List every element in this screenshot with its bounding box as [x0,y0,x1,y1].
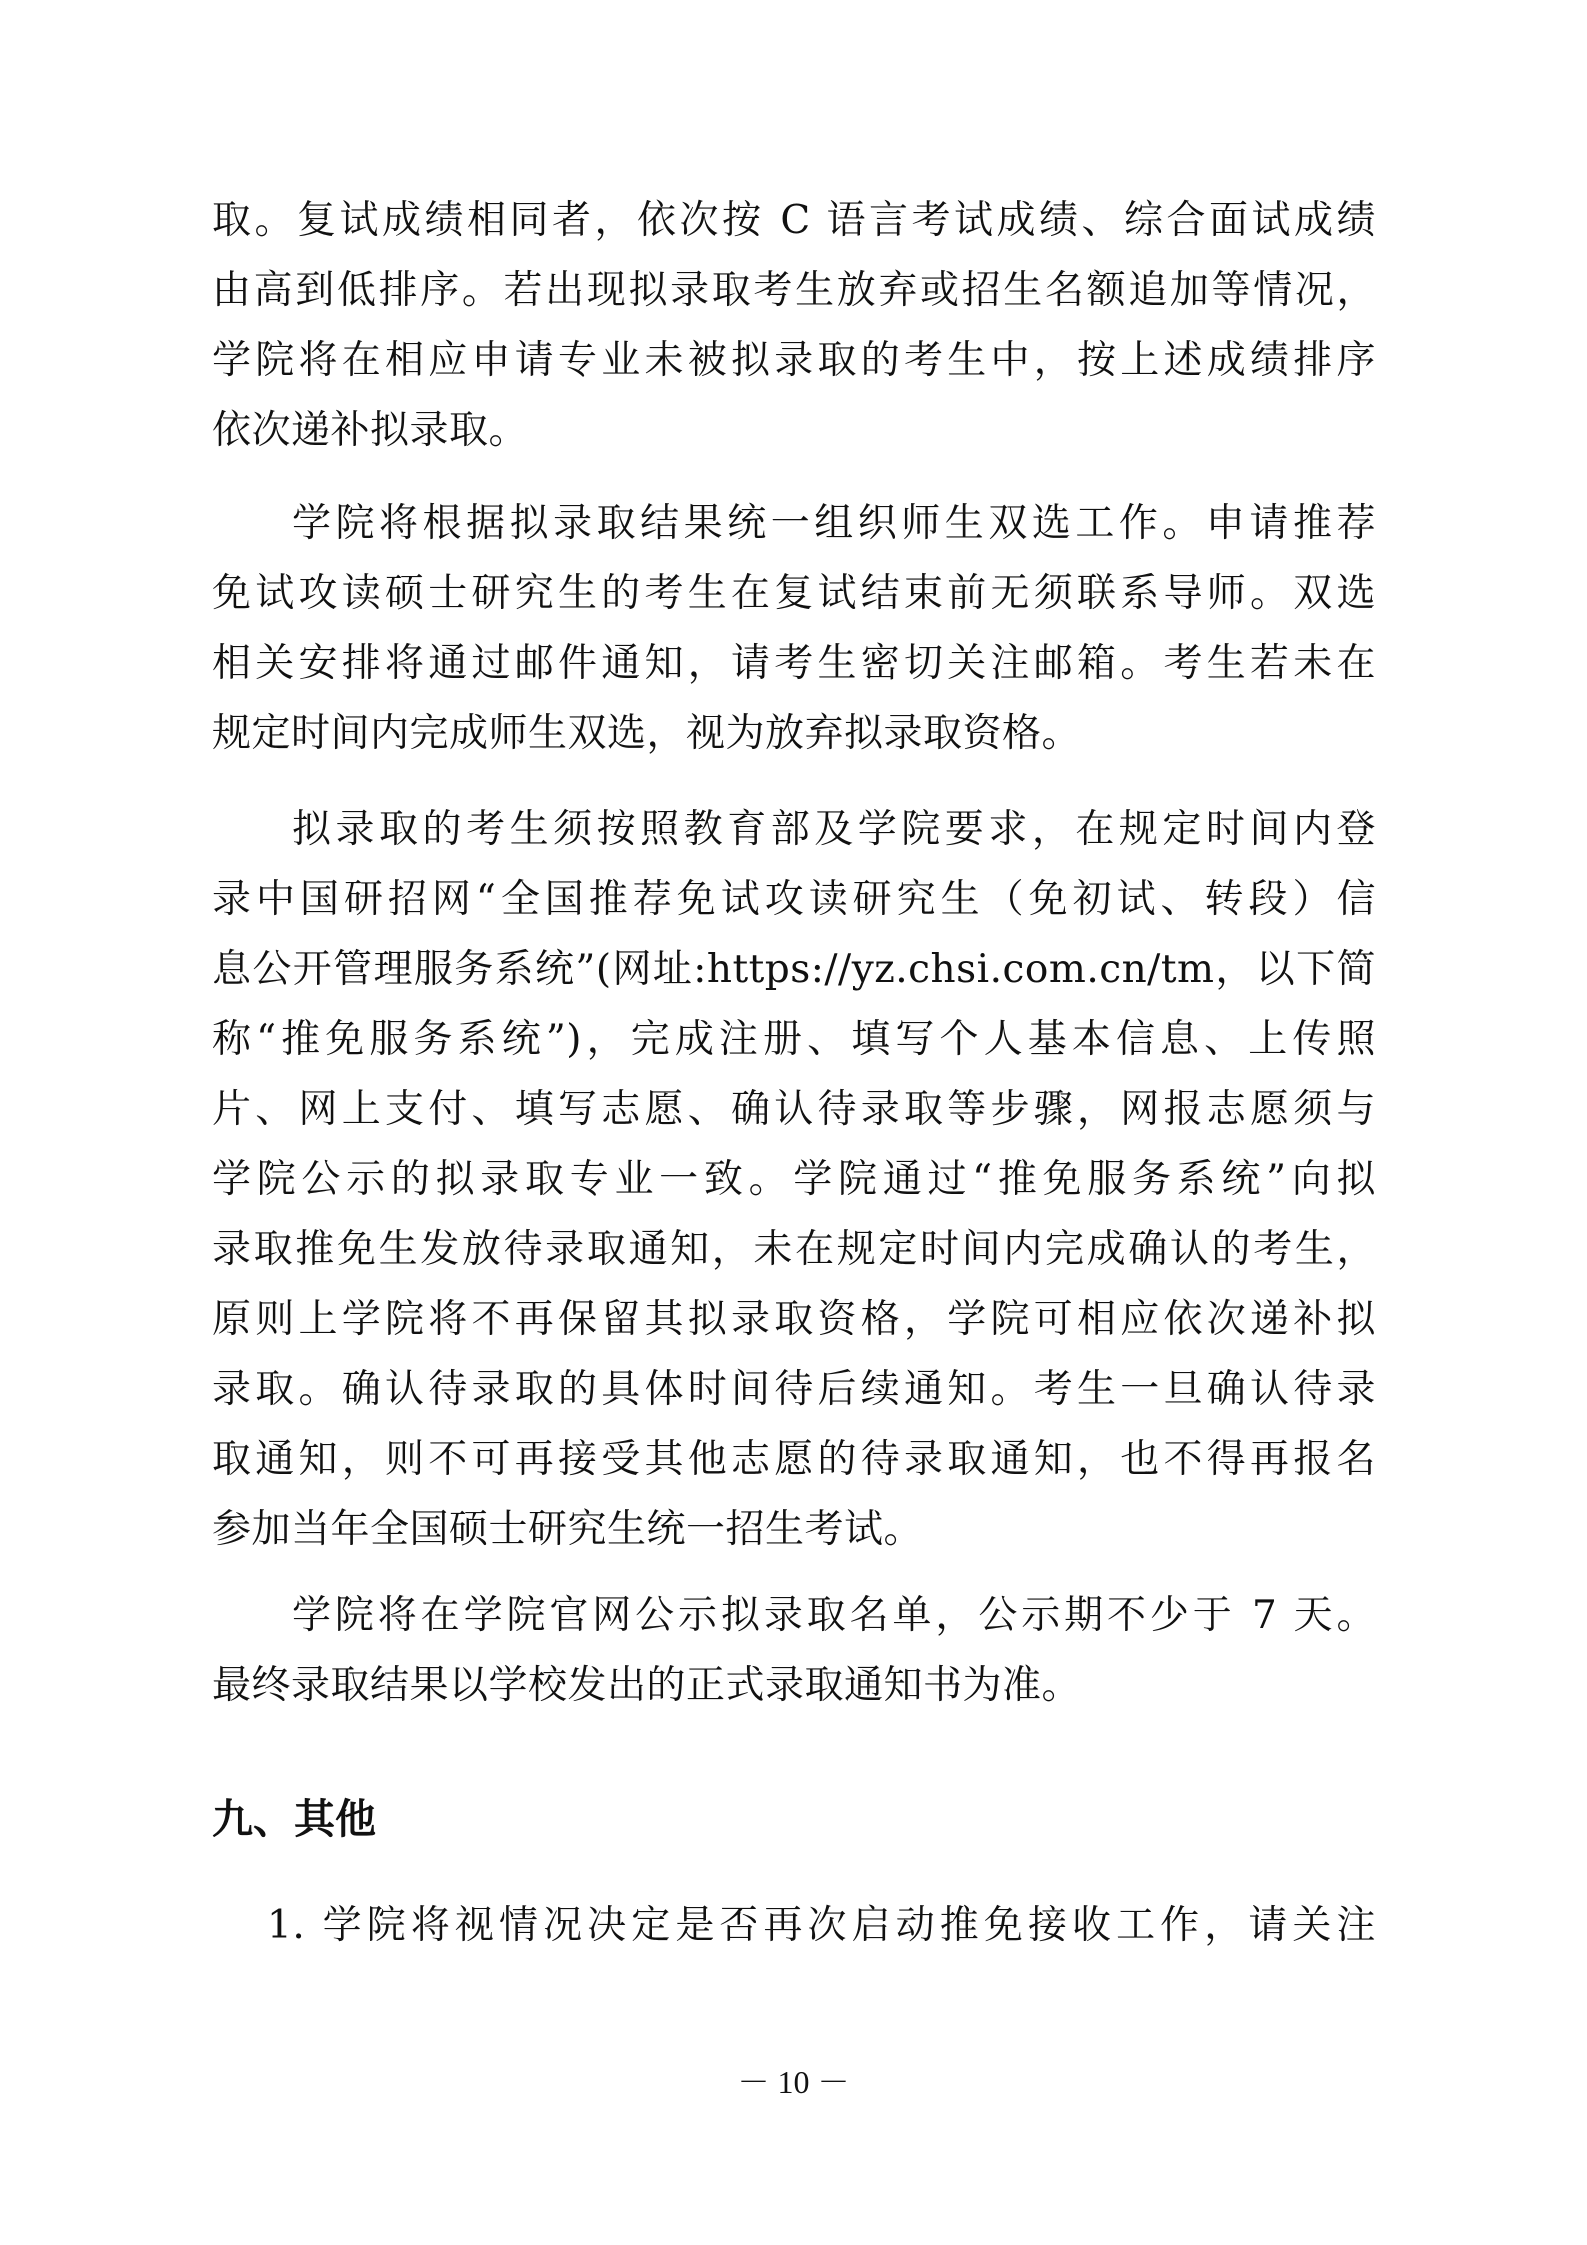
paragraph-line: 最终录取结果以学校发出的正式录取通知书为准。 [212,1663,1082,1708]
paragraph-line: 拟录取的考生须按照教育部及学院要求，在规定时间内登 [292,807,1376,852]
paragraph-line: 学院将在学院官网公示拟录取名单，公示期不少于 7 天。 [292,1593,1376,1638]
paragraph-line: 息公开管理服务系统”(网址:https://yz.chsi.com.cn/tm，以下简 [212,947,1376,992]
list-item [212,1891,1376,1961]
paragraph-line: 相关安排将通过邮件通知，请考生密切关注邮箱。考生若未在 [212,641,1376,686]
paragraph-line: 录中国研招网“全国推荐免试攻读研究生（免初试、转段）信 [212,877,1376,922]
paragraph-line: 免试攻读硕士研究生的考生在复试结束前无须联系导师。双选 [212,571,1376,616]
paragraph-line: 学院将在相应申请专业未被拟录取的考生中，按上述成绩排序 [212,338,1376,383]
paragraph-mutual-selection [212,489,1376,769]
page-number: － 10 － [737,2064,850,2100]
paragraph-line: 学院公示的拟录取专业一致。学院通过“推免服务系统”向拟 [212,1157,1376,1202]
paragraph-line: 称“推免服务系统”)，完成注册、填写个人基本信息、上传照 [212,1017,1376,1062]
paragraph-line: 录取。确认待录取的具体时间待后续通知。考生一旦确认待录 [212,1367,1376,1412]
paragraph-line: 取通知，则不可再接受其他志愿的待录取通知，也不得再报名 [212,1437,1376,1482]
paragraph-line: 录取推免生发放待录取通知，未在规定时间内完成确认的考生， [212,1227,1376,1272]
paragraph-line: 参加当年全国硕士研究生统一招生考试。 [212,1507,924,1552]
paragraph-public-notice [212,1581,1376,1721]
paragraph-line: 依次递补拟录取。 [212,408,529,453]
paragraph-line: 由高到低排序。若出现拟录取考生放弃或招生名额追加等情况， [212,268,1376,313]
paragraph-ranking [212,186,1376,466]
paragraph-admission-system [212,795,1376,1565]
list-item-text: 1. 学院将视情况决定是否再次启动推免接收工作，请关注 [267,1903,1376,1948]
paragraph-line: 原则上学院将不再保留其拟录取资格，学院可相应依次递补拟 [212,1297,1376,1342]
paragraph-line: 规定时间内完成师生双选，视为放弃拟录取资格。 [212,711,1082,756]
paragraph-line: 取。复试成绩相同者，依次按 C 语言考试成绩、综合面试成绩 [212,198,1376,243]
paragraph-line: 学院将根据拟录取结果统一组织师生双选工作。申请推荐 [292,501,1376,546]
paragraph-line: 片、网上支付、填写志愿、确认待录取等步骤，网报志愿须与 [212,1087,1376,1132]
section-heading: 九、其他 [212,1795,376,1843]
